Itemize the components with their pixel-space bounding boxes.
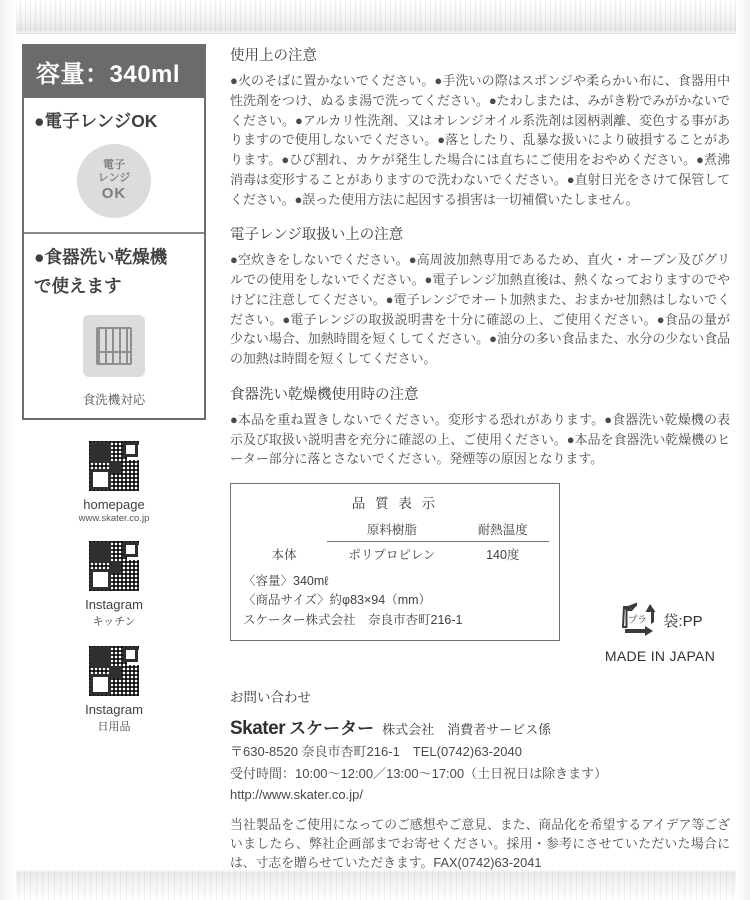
column-header-blank [241, 517, 327, 542]
spec-column [22, 44, 214, 750]
note-manufacturer: スケーター株式会社 奈良市杏町216-1 [243, 612, 463, 627]
cell-resin: ポリプロピレン [348, 548, 436, 562]
section-body-usage: ●火のそばに置かないでください。●手洗いの際はスポンジや柔らかい布に、食器用中性洗剤をつけ、ぬるま湯で洗ってください。●たわしまたは、みがき粉でみがかないでください。●アルカリ性洗剤、又はオレンジオイル系洗剤は図柄剥離、変色する事がありますので使用しないでください。●落としたり、乱暴な扱いにより破損することがあります。●ひび割れ、カケが発生した場合には直ちにご使用をおやめください。●煮沸消毒は変形することがありますので洗わないでください。●直射日光をさけて保管してください。●誤った使用方法に起因する損害は一切補償いたしません。 [230, 73, 730, 207]
qr-label: homepage [83, 496, 145, 512]
section-heading-microwave: 電子レンジ取扱い上の注意 [230, 227, 404, 244]
microwave-badge-line3: OK [101, 184, 127, 202]
quality-notes [241, 572, 549, 630]
quality-table [241, 517, 549, 566]
qr-sublabel-jp: 日用品 [97, 720, 131, 733]
qr-sublabel-jp: キッチン [92, 615, 136, 628]
contact-block [230, 686, 730, 873]
qr-code-icon[interactable] [88, 440, 140, 492]
dishwasher-caption: 食洗機対応 [82, 392, 146, 407]
qr-code-icon[interactable] [88, 540, 140, 592]
dishwasher-icon-wrap [24, 305, 204, 384]
qr-center-block [109, 666, 121, 678]
qr-item-homepage[interactable] [22, 440, 206, 524]
microwave-ok-label: ●電子レンジOK [34, 111, 158, 131]
contact-address: 〒630-8520 奈良市杏町216-1 TEL(0742)63-2040 [230, 744, 522, 759]
section-body-microwave: ●空炊きをしないでください。●高周波加熱専用であるため、直火・オーブン及びグリルでの使用をしないでください。●電子レンジ加熱直後は、熱くなっておりますのでやけどに注意してください。●電子レンジでオート加熱また、おまかせ加熱はしないでください。●電子レンジの取扱説明書を十分に確認の上、ご使用ください。●食品の量が少ない場合、加熱時間を短くしてください。●油分の多い食品また、水分の少ない食品の加熱は時間を短くしてください。 [230, 252, 730, 366]
table-header-row [241, 517, 549, 542]
contact-hours: 受付時間：10:00〜12:00／13:00〜17:00（土日祝日は除きます） [230, 765, 608, 781]
brand-line [230, 714, 730, 740]
microwave-badge-line1: 電子 [103, 159, 125, 172]
section-heading-usage: 使用上の注意 [230, 48, 317, 64]
note-product-size: 〈商品サイズ〉約φ83×94（mm） [243, 593, 432, 608]
microwave-badge-line2: レンジ [97, 172, 131, 184]
table-row [241, 542, 549, 567]
quality-table-title: 品 質 表 示 [351, 496, 439, 511]
package-bottom-edge [0, 870, 750, 900]
qr-eye-top-right [123, 542, 138, 557]
contact-heading: お問い合わせ [230, 690, 311, 705]
instructions-column [230, 44, 730, 641]
capacity-label: 容量：340ml [24, 46, 204, 98]
qr-item-instagram-household[interactable] [22, 645, 206, 734]
qr-eye-top-right [123, 442, 138, 457]
recycle-area [585, 600, 735, 664]
contact-url[interactable]: http://www.skater.co.jp/ [230, 787, 363, 802]
contact-note: 当社製品をご使用になってのご感想やご意見、また、商品化を希望するアイデア等ございましたら、弊社企画部までお寄せください。採用・参考にさせていただいた場合には、寸志を贈らせていただきます。FAX(0742)63-2041 [230, 816, 731, 871]
brand-name-jp: スケーター [289, 719, 375, 738]
microwave-badge-wrap [24, 140, 204, 220]
package-top-edge [0, 0, 750, 34]
dishwasher-rack-icon [83, 315, 145, 377]
qr-label: Instagram [85, 596, 143, 612]
qr-code-icon[interactable] [88, 645, 140, 697]
qr-item-instagram-kitchen[interactable] [22, 540, 206, 629]
qr-code-group [22, 440, 206, 734]
column-header-heat: 耐熱温度 [457, 517, 549, 542]
microwave-ok-icon [77, 144, 151, 218]
made-in-japan-label: MADE IN JAPAN [604, 648, 716, 664]
plastic-mark-text: プラ [627, 615, 647, 626]
brand-name: Skater [230, 718, 286, 739]
qr-label: Instagram [85, 701, 143, 717]
recycle-row [585, 600, 735, 640]
package-left-edge [0, 0, 16, 900]
plastic-recycle-icon [617, 600, 657, 640]
note-capacity: 〈容量〉340mℓ [243, 574, 329, 588]
section-heading-dishwasher: 食器洗い乾燥機使用時の注意 [230, 386, 419, 403]
dishwasher-ok-label-1: ●食器洗い乾燥機 [34, 246, 168, 267]
column-header-resin: 原料樹脂 [327, 517, 456, 542]
qr-center-block [109, 461, 121, 473]
section-body-dishwasher: ●本品を重ね置きしないでください。変形する恐れがあります。●食器洗い乾燥機の表示及び取扱い説明書を充分に確認の上、ご使用ください。●本品を食器洗い乾燥機のヒーター部分に落とさないでください。発煙等の原因となります。 [230, 411, 730, 467]
package-right-edge [736, 0, 750, 900]
qr-center-block [109, 561, 121, 573]
dishwasher-rack-shape [96, 327, 132, 365]
spec-box [22, 44, 206, 420]
cell-part-name: 本体 [271, 547, 297, 562]
qr-eye-top-right [123, 647, 138, 662]
quality-label-box [230, 483, 560, 641]
qr-sublabel: www.skater.co.jp [78, 512, 150, 524]
bag-material-label: 袋:PP [663, 612, 703, 630]
dishwasher-ok-label-2: で使えます [34, 276, 122, 297]
cell-heat-resistance: 140度 [486, 548, 520, 562]
brand-department: 株式会社 消費者サービス係 [382, 722, 552, 737]
